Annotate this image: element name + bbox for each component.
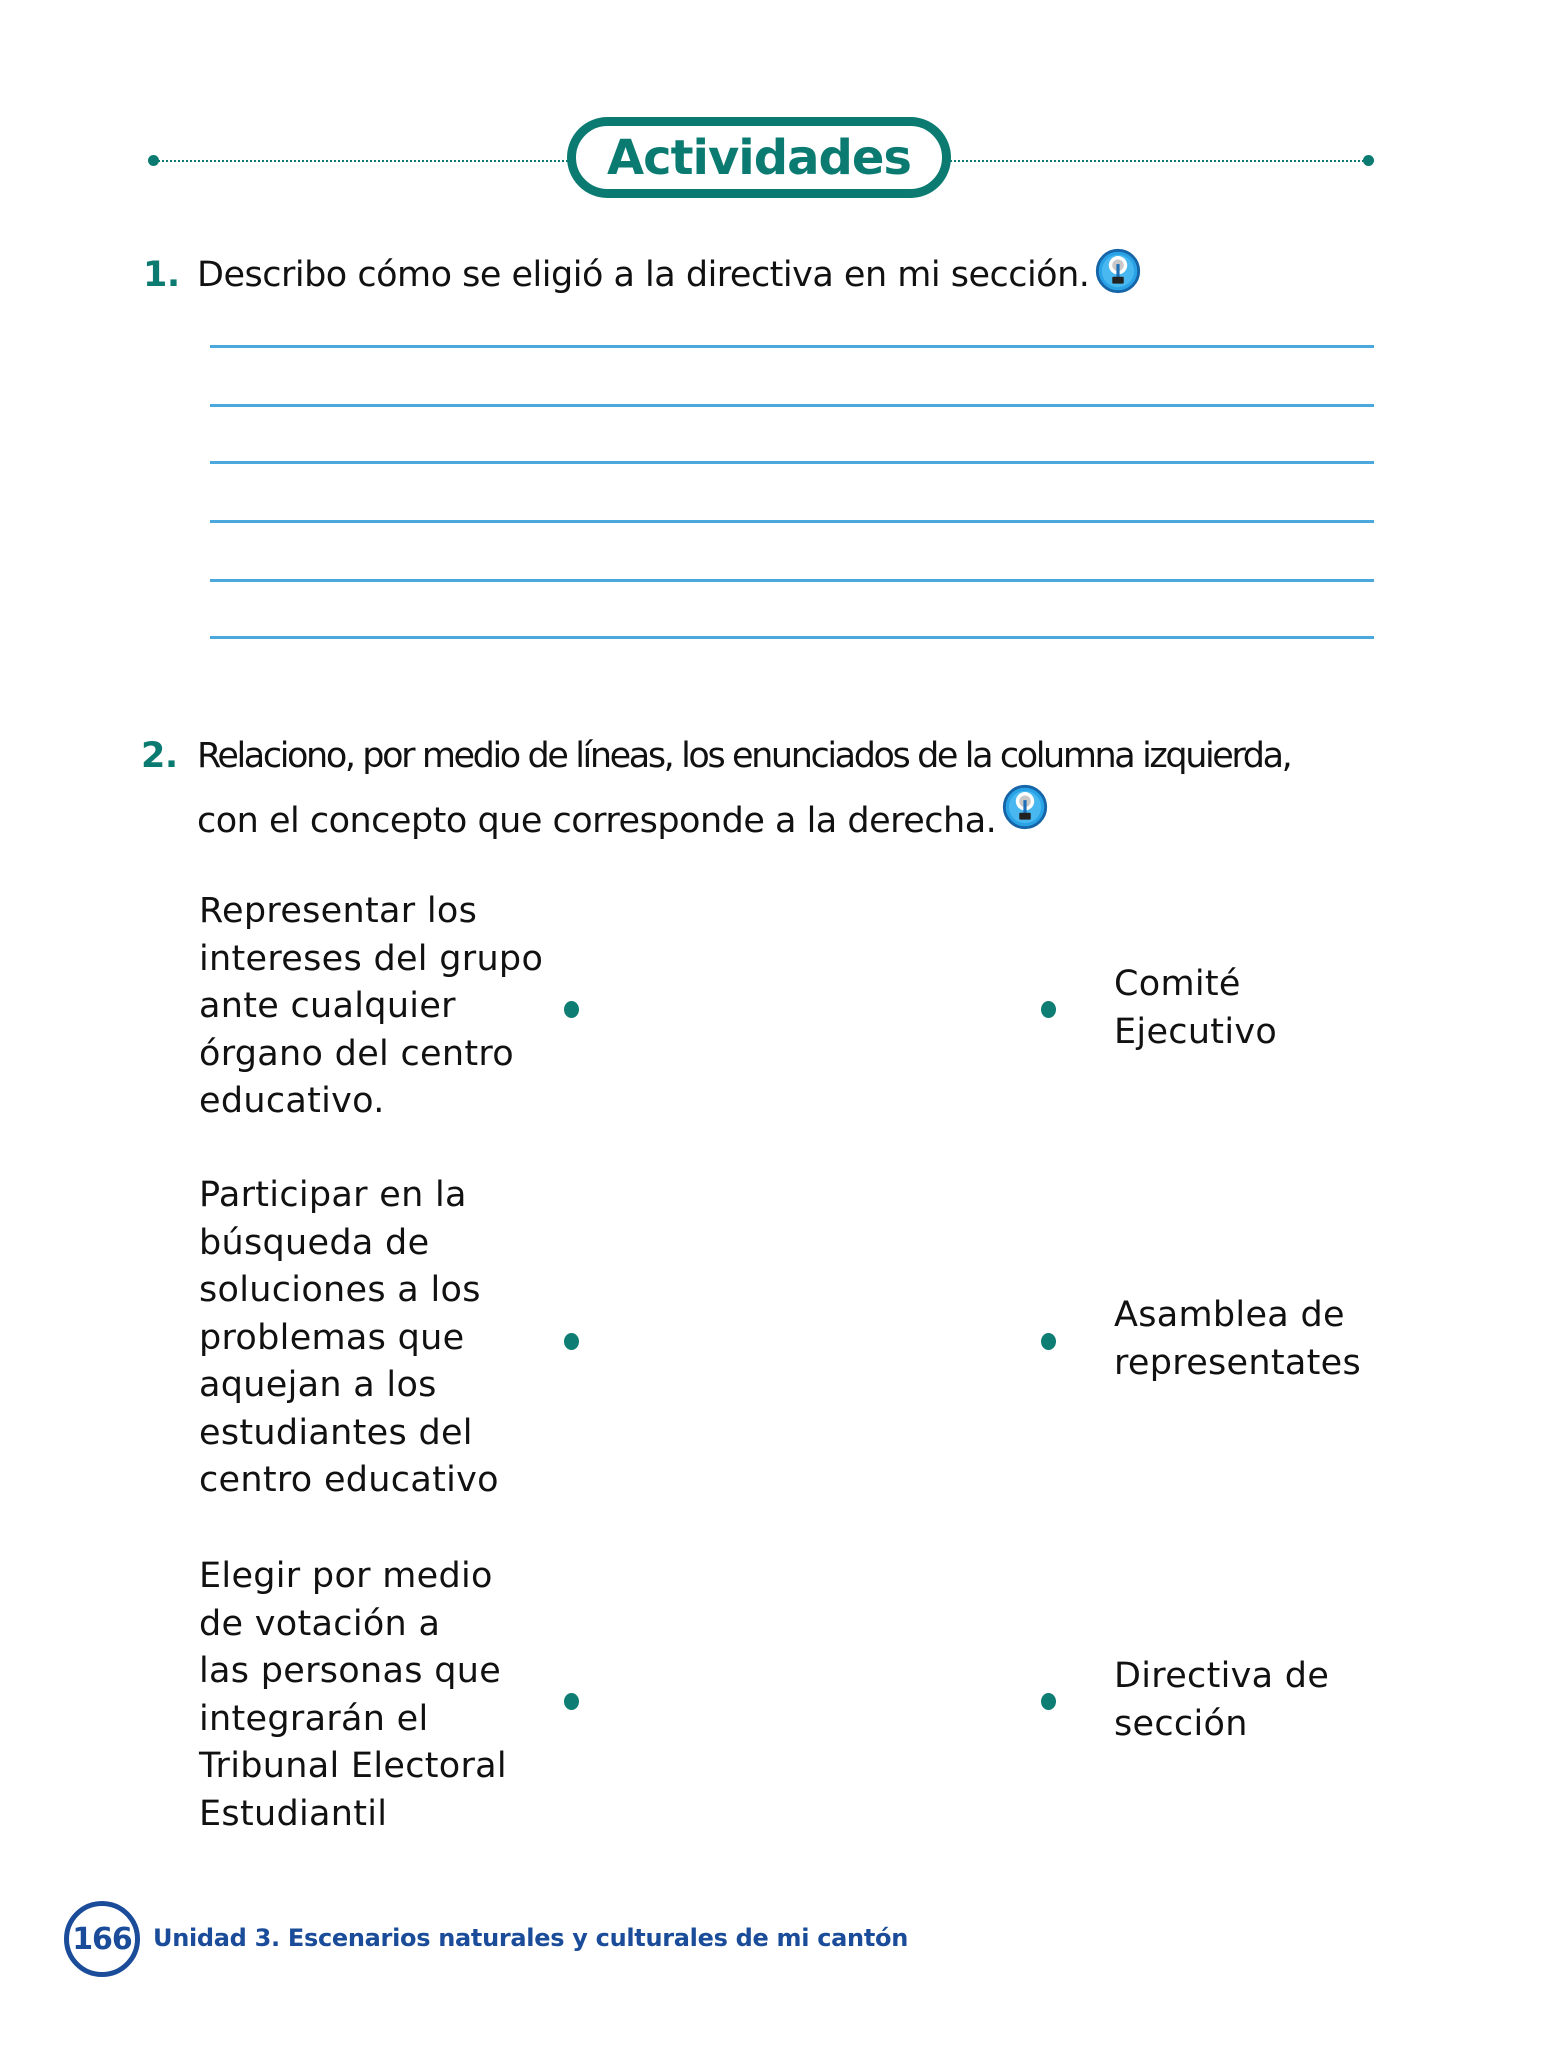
answer-line[interactable] [210,404,1374,407]
statement-line: Participar en la [199,1175,467,1215]
activity-number: 2. [141,736,178,776]
left-match-dot-1[interactable] [564,1001,579,1018]
statement-line: aquejan a los [199,1365,437,1405]
right-match-dot-2[interactable] [1041,1333,1056,1350]
activity-number: 1. [143,255,180,295]
instruction-line: Relaciono, por medio de líneas, los enunciados de la columna izquierda, [197,736,1291,776]
right-match-dot-3[interactable] [1041,1693,1056,1710]
left-match-dot-2[interactable] [564,1333,579,1350]
activity-1 [0,247,1564,303]
right-concept-3 [1114,1653,1329,1748]
answer-line[interactable] [210,520,1374,523]
unit-title: Unidad 3. Escenarios naturales y culturales de mi cantón [153,1924,908,1952]
left-statement-1 [199,888,543,1126]
activity-2 [0,728,1564,840]
statement-line: intereses del grupo [199,938,544,979]
concept-line: Asamblea de [1114,1295,1345,1335]
activity-instruction-line-2 [197,784,1048,849]
header-bullet-right [1363,155,1374,166]
left-statement-2 [199,1172,499,1505]
statement-line: Representar los [199,891,478,931]
statement-line: búsqueda de [199,1222,430,1263]
statement-line: ante cualquier [199,986,456,1026]
page-number-badge [64,1901,140,1977]
concept-line: Directiva de [1114,1656,1330,1696]
statement-line: centro educativo [199,1460,499,1500]
right-concept-1 [1114,961,1277,1056]
answer-line[interactable] [210,461,1374,464]
statement-line: Estudiantil [199,1793,388,1834]
page-number: 166 [72,1921,132,1957]
instruction-line: Describo cómo se eligió a la directiva en mi sección. [197,255,1090,295]
section-title-badge [567,117,951,198]
right-match-dot-1[interactable] [1041,1001,1056,1018]
lightbulb-icon [1095,248,1141,294]
concept-line: sección [1114,1703,1248,1744]
answer-line[interactable] [210,579,1374,582]
left-match-dot-3[interactable] [564,1693,579,1710]
concept-line: Ejecutivo [1114,1011,1278,1052]
statement-line: estudiantes del [199,1412,473,1453]
statement-line: órgano del centro [199,1033,514,1074]
statement-line: de votación a [199,1603,441,1644]
header-dotted-line-right [950,160,1368,162]
instruction-line: con el concepto que corresponde a la derecha. [197,801,997,841]
statement-line: Elegir por medio [199,1556,493,1596]
section-title: Actividades [607,129,911,186]
right-concept-2 [1114,1292,1361,1387]
statement-line: integrarán el [199,1698,429,1739]
statement-line: problemas que [199,1317,465,1358]
left-statement-3 [199,1553,507,1838]
concept-line: Comité [1114,964,1241,1004]
answer-line[interactable] [210,345,1374,348]
activity-instruction [197,247,1141,303]
statement-line: educativo. [199,1081,385,1121]
answer-line[interactable] [210,636,1374,639]
statement-line: Tribunal Electoral [199,1746,507,1786]
concept-line: representates [1114,1342,1362,1383]
lightbulb-icon [1002,784,1048,830]
statement-line: soluciones a los [199,1270,481,1310]
statement-line: las personas que [199,1651,502,1691]
header-dotted-line-left [154,160,568,162]
